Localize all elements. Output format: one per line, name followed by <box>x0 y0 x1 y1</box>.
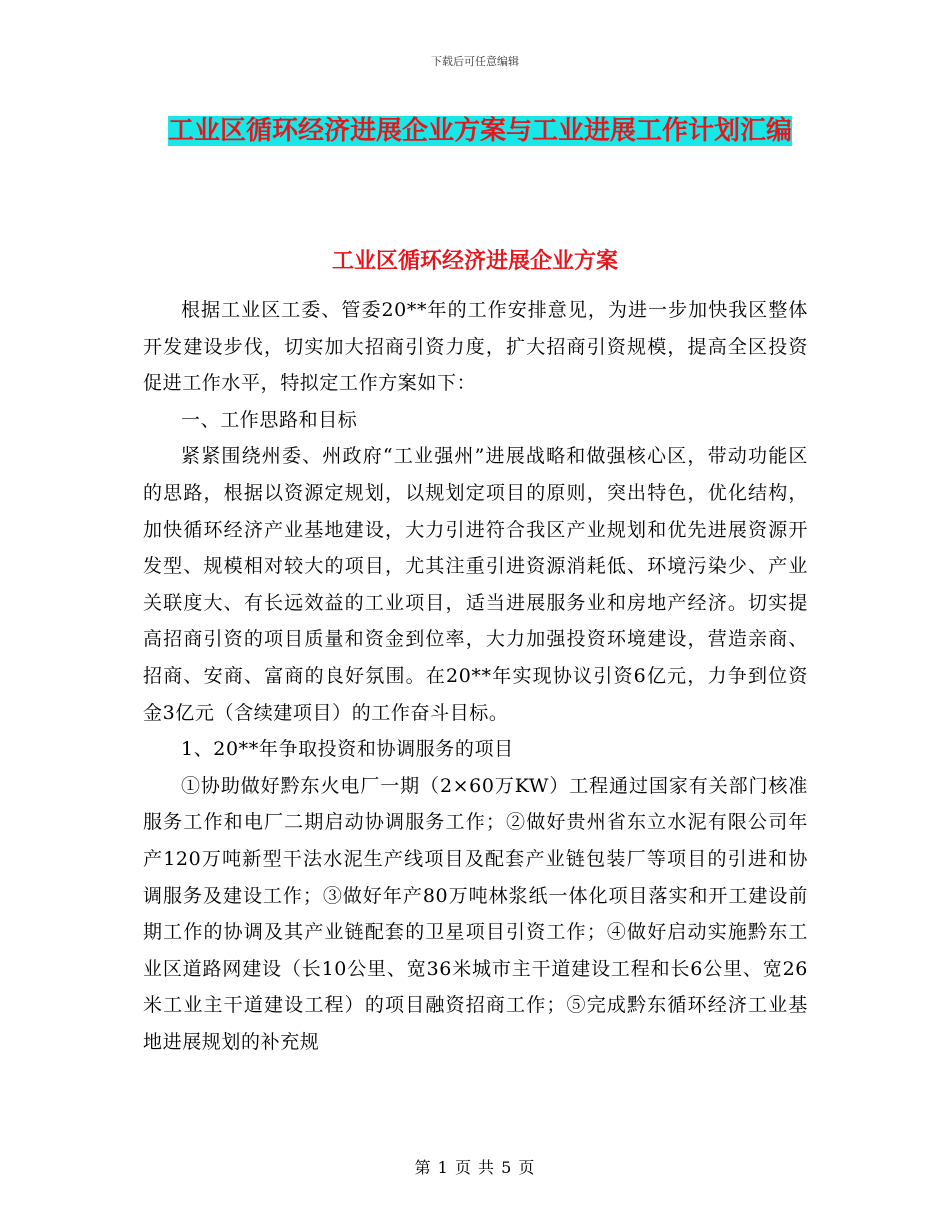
section-title: 工业区循环经济进展企业方案 <box>331 248 618 274</box>
heading-projects: 1、20**年争取投资和协调服务的项目 <box>181 738 514 761</box>
document-title-text: 工业区循环经济进展企业方案与工业进展工作计划汇编 <box>167 116 792 146</box>
heading-work-ideas: 一、工作思路和目标 <box>181 408 358 431</box>
paragraph-intro: 根据工业区工委、管委20**年的工作安排意见，为进一步加快我区整体开发建设步伐，切实加大招商引资力度，扩大招商引资规模，提高全区投资促进工作水平，特拟定工作方案如下： <box>143 299 808 395</box>
paragraph-projects: ①协助做好黔东火电厂一期（2×60万KW）工程通过国家有关部门核准服务工作和电厂二期启动协调服务工作；②做好贵州省东立水泥有限公司年产120万吨新型干法水泥生产线项目及配套产业链包装厂等项目的引进和协调服务及建设工作；③做好年产80万吨林浆纸一体化项目落实和开工建设前期工作的协调及其产业链配套的卫星项目引资工作；④做好启动实施黔东工业区道路网建设（长10公里、宽36米城市主干道建设工程和长6公里、宽26米工业主干道建设工程）的项目融资招商工作；⑤完成黔东循环经济工业基地进展规划的补充规 <box>143 774 808 1053</box>
document-body <box>143 292 808 1060</box>
document-title <box>140 108 820 154</box>
paragraph-work-ideas: 紧紧围绕州委、州政府“工业强州”进展战略和做强核心区，带动功能区的思路，根据以资源定规划，以规划定项目的原则，突出特色，优化结构，加快循环经济产业基地建设，大力引进符合我区产业规划和优先进展资源开发型、规模相对较大的项目，尤其注重引进资源消耗低、环境污染少、产业关联度大、有长远效益的工业项目，适当进展服务业和房地产经济。切实提高招商引资的项目质量和资金到位率，大力加强投资环境建设，营造亲商、招商、安商、富商的良好氛围。在20**年实现协议引资6亿元，力争到位资金3亿元（含续建项目）的工作奋斗目标。 <box>143 445 808 724</box>
page-number: 第 1 页 共 5 页 <box>414 1158 536 1177</box>
page-header-note: 下载后可任意编辑 <box>431 55 519 68</box>
